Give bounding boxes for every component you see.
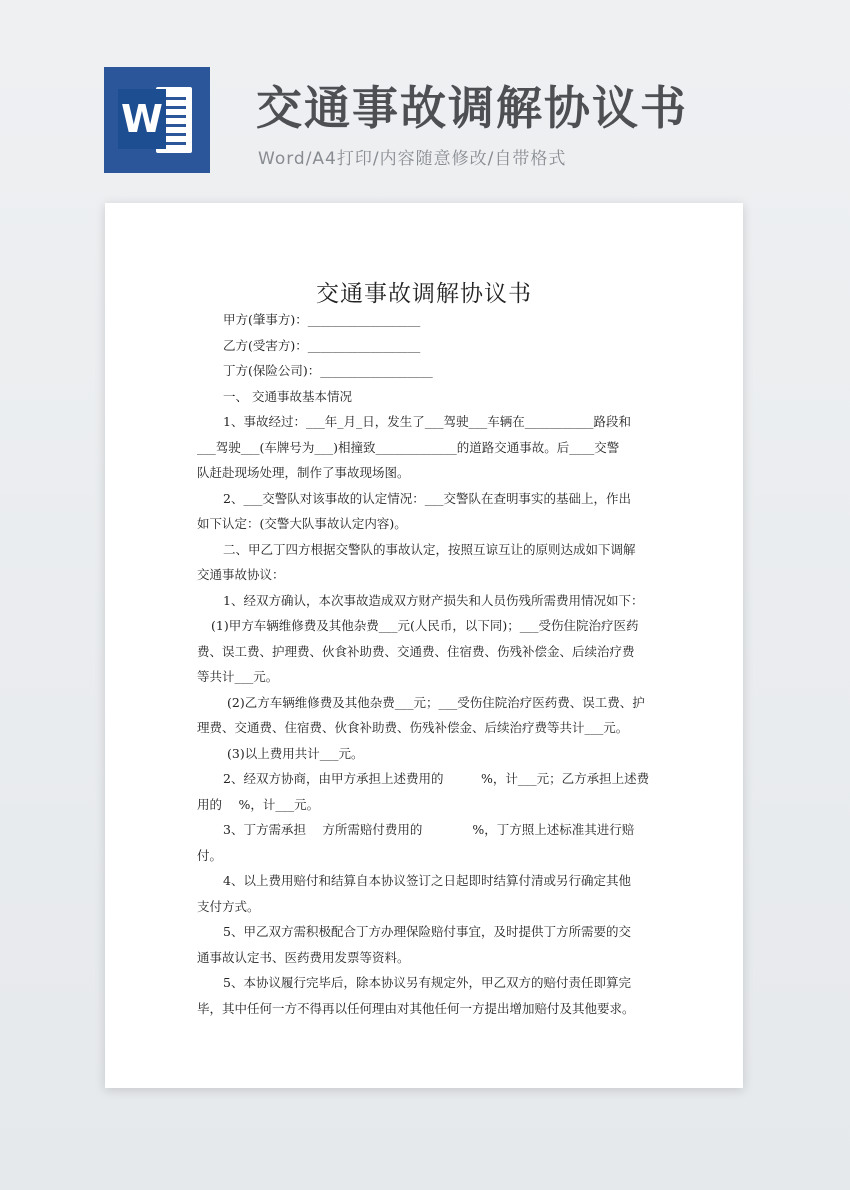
document-body xyxy=(197,307,657,1021)
document-line: 二、甲乙丁四方根据交警队的事故认定，按照互谅互让的原则达成如下调解 xyxy=(223,541,636,557)
document-title: 交通事故调解协议书 xyxy=(316,281,532,307)
document-line: 5、甲乙双方需积极配合丁方办理保险赔付事宜，及时提供丁方所需要的交 xyxy=(223,924,631,939)
document-line: 费、误工费、护理费、伙食补助费、交通费、住宿费、伤残补偿金、后续治疗费 xyxy=(197,643,635,659)
document-line: 3、丁方需承担 方所需赔付费用的 %，丁方照上述标准其进行赔 xyxy=(223,822,635,837)
document-line: 等共计___元。 xyxy=(197,669,279,684)
document-line: 毕，其中任何一方不得再以任何理由对其他任何一方提出增加赔付及其他要求。 xyxy=(197,1000,635,1016)
document-line: (3)以上费用共计___元。 xyxy=(227,745,364,761)
document-line: ___驾驶___(车牌号为___)相撞致_____________的道路交通事故。后____交警 xyxy=(197,439,620,455)
word-icon xyxy=(104,67,210,173)
document-line: 如下认定：(交警大队事故认定内容)。 xyxy=(197,516,407,531)
banner-subtitle: Word/A4打印/内容随意修改/自带格式 xyxy=(258,149,567,169)
document-line: 一、 交通事故基本情况 xyxy=(223,388,352,404)
document-line: 5、本协议履行完毕后，除本协议另有规定外，甲乙双方的赔付责任即算完 xyxy=(223,975,631,990)
document-line: 理费、交通费、住宿费、伙食补助费、伤残补偿金、后续治疗费等共计___元。 xyxy=(197,720,629,735)
banner xyxy=(0,0,850,200)
document-line: 乙方(受害方)：__________________ xyxy=(223,337,421,353)
document-line: 1、事故经过：___年_月_日，发生了___驾驶___车辆在___________路段和 xyxy=(223,414,631,429)
document-page xyxy=(105,203,743,1088)
document-line: 甲方(肇事方)：__________________ xyxy=(223,312,421,327)
document-line: 通事故认定书、医药费用发票等资料。 xyxy=(197,949,410,965)
w-letter-badge: W xyxy=(118,89,166,149)
document-line: 丁方(保险公司)：__________________ xyxy=(223,363,433,378)
document-line: 1、经双方确认，本次事故造成双方财产损失和人员伤残所需费用情况如下： xyxy=(223,592,644,608)
document-line: (2)乙方车辆维修费及其他杂费___元；___受伤住院治疗医药费、误工费、护 xyxy=(227,694,645,710)
document-line: 支付方式。 xyxy=(197,898,260,914)
document-line: (1)甲方车辆维修费及其他杂费___元(人民币，以下同)；___受伤住院治疗医药 xyxy=(211,618,639,633)
document-line: 交通事故协议： xyxy=(197,567,285,582)
document-line: 2、___交警队对该事故的认定情况：___交警队在查明事实的基础上，作出 xyxy=(223,490,631,506)
document-line: 付。 xyxy=(197,847,223,863)
document-line: 4、以上费用赔付和结算自本协议签订之日起即时结算付清或另行确定其他 xyxy=(223,873,631,888)
banner-title: 交通事故调解协议书 xyxy=(256,81,688,135)
document-line: 用的 %，计___元。 xyxy=(197,796,320,812)
document-line: 2、经双方协商，由甲方承担上述费用的 %，计___元；乙方承担上述费 xyxy=(223,771,650,786)
document-line: 队赶赴现场处理，制作了事故现场图。 xyxy=(197,465,410,480)
